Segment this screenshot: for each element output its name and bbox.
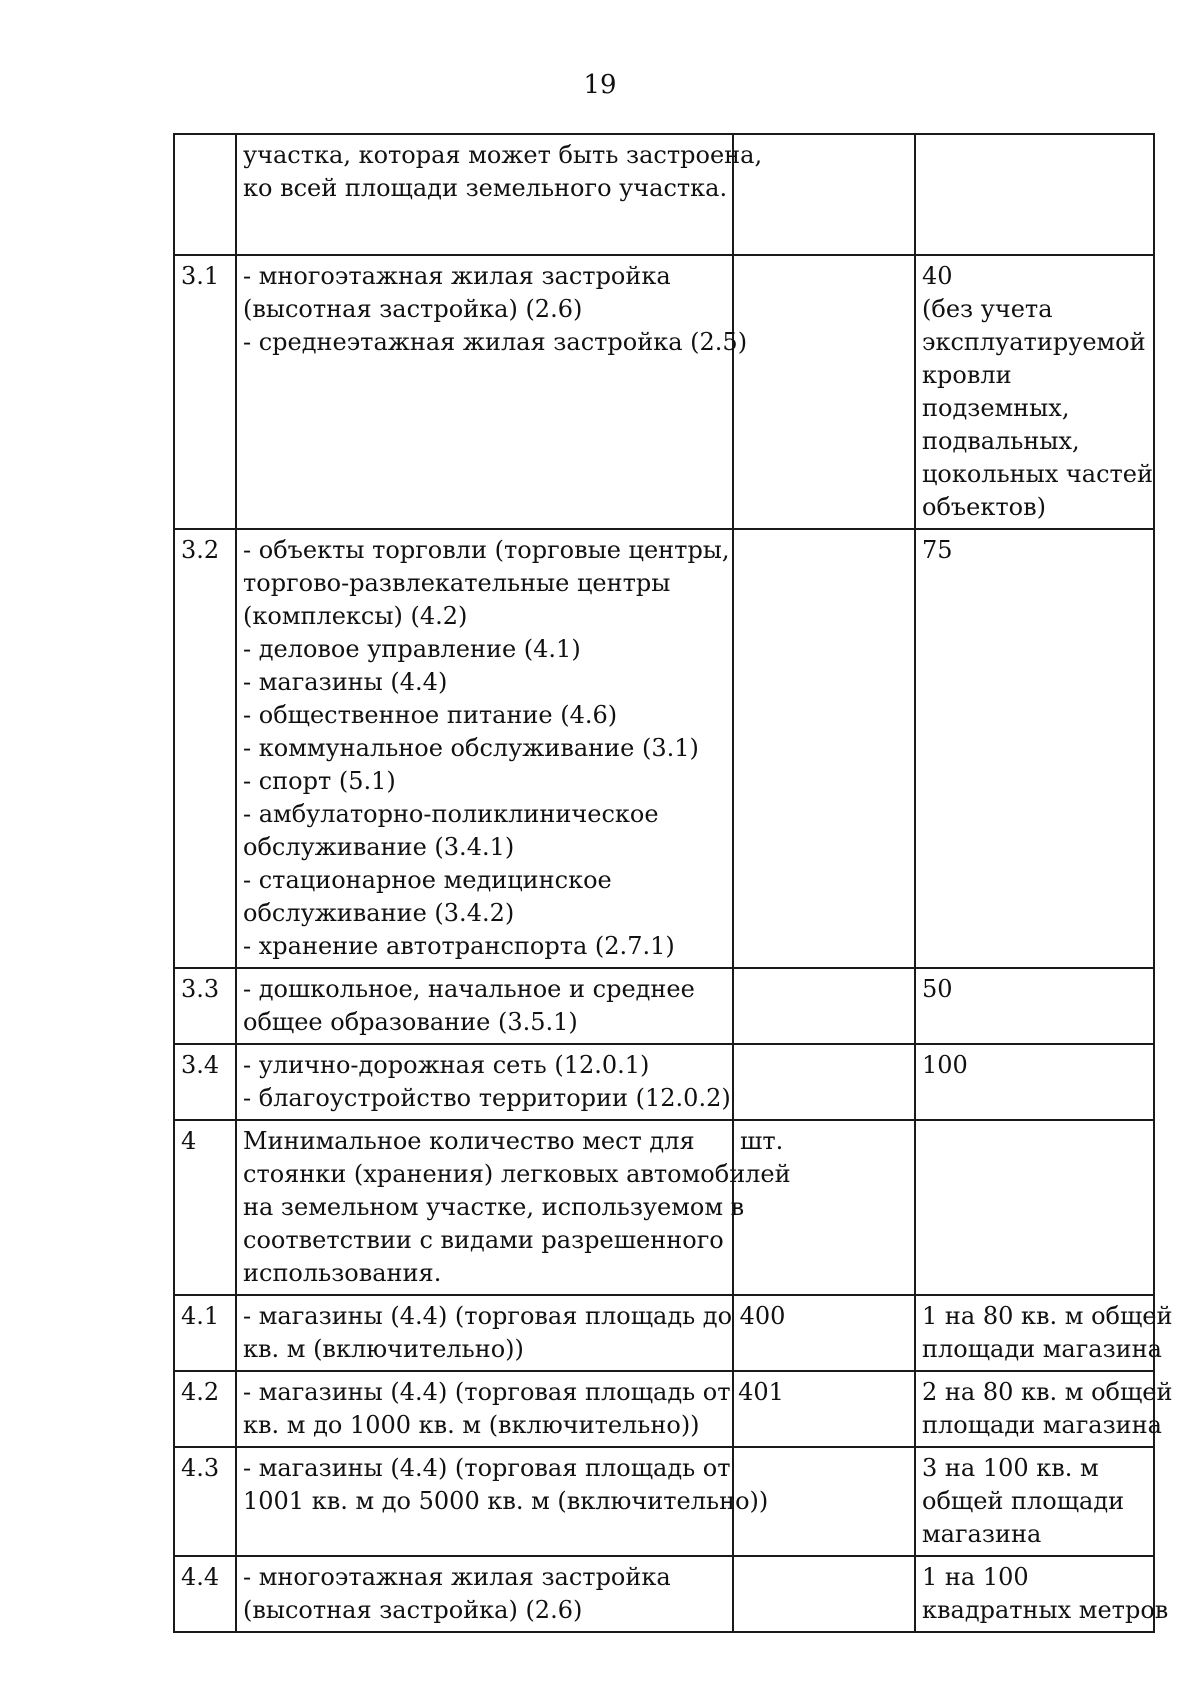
description-line: - улично-дорожная сеть (12.0.1)	[243, 1051, 650, 1079]
value-line: магазина	[922, 1520, 1042, 1548]
description-line: - магазины (4.4)	[243, 668, 448, 696]
description-line: участка, которая может быть застроена,	[243, 141, 763, 169]
description-line: (высотная застройка) (2.6)	[243, 295, 583, 323]
row-value	[915, 968, 1154, 1044]
value-line: объектов)	[922, 493, 1046, 521]
description-line: соответствии с видами разрешенного	[243, 1226, 724, 1254]
description-line: - общественное питание (4.6)	[243, 701, 618, 729]
value-line: 1 на 100	[922, 1563, 1029, 1591]
row-description	[236, 1371, 784, 1447]
description-line: - объекты торговли (торговые центры,	[243, 536, 730, 564]
table-row	[174, 134, 1154, 255]
row-value	[915, 529, 1154, 968]
value-line: площади магазина	[922, 1411, 1162, 1439]
description-line: на земельном участке, используемом в	[243, 1193, 745, 1221]
row-description	[236, 529, 733, 968]
row-value	[915, 255, 1154, 529]
description-line: - магазины (4.4) (торговая площадь от	[243, 1454, 731, 1482]
description-line: торгово-развлекательные центры	[243, 569, 671, 597]
row-value	[915, 1556, 1169, 1632]
description-line: - коммунальное обслуживание (3.1)	[243, 734, 699, 762]
description-line: кв. м (включительно))	[243, 1335, 524, 1363]
description-line: - дошкольное, начальное и среднее	[243, 975, 695, 1003]
row-number: 3.1	[174, 255, 236, 529]
row-value	[915, 134, 1154, 255]
description-line: 1001 кв. м до 5000 кв. м (включительно))	[243, 1487, 769, 1515]
table-row	[174, 255, 1154, 529]
value-line: 1 на 80 кв. м общей	[922, 1302, 1173, 1330]
row-unit	[733, 1556, 915, 1632]
description-line: - магазины (4.4) (торговая площадь до 400	[243, 1302, 786, 1330]
value-line: площади магазина	[922, 1335, 1162, 1363]
value-line: эксплуатируемой	[922, 328, 1146, 356]
row-value	[915, 1447, 1154, 1556]
row-value	[915, 1295, 1173, 1371]
value-line: подземных,	[922, 394, 1070, 422]
table-row	[174, 529, 1154, 968]
description-line: - амбулаторно-поликлиническое	[243, 800, 659, 828]
value-line: 50	[922, 975, 953, 1003]
row-unit	[733, 968, 915, 1044]
description-line: (высотная застройка) (2.6)	[243, 1596, 583, 1624]
norms-table	[173, 133, 1173, 1633]
value-line: 3 на 100 кв. м	[922, 1454, 1099, 1482]
row-unit: шт.	[733, 1120, 915, 1295]
description-line: - деловое управление (4.1)	[243, 635, 581, 663]
description-line: использования.	[243, 1259, 442, 1287]
description-line: Минимальное количество мест для	[243, 1127, 695, 1155]
row-number: 4	[174, 1120, 236, 1295]
page-number: 19	[583, 70, 617, 100]
row-value	[915, 1120, 1154, 1295]
table-row	[174, 1295, 1154, 1371]
value-line: подвальных,	[922, 427, 1080, 455]
row-unit	[733, 1044, 915, 1120]
row-description	[236, 255, 748, 529]
row-description	[236, 1556, 733, 1632]
table-row	[174, 1044, 1154, 1120]
description-line: - среднеэтажная жилая застройка (2.5)	[243, 328, 748, 356]
row-number: 3.2	[174, 529, 236, 968]
value-line: цокольных частей	[922, 460, 1153, 488]
description-line: общее образование (3.5.1)	[243, 1008, 578, 1036]
value-line: общей площади	[922, 1487, 1125, 1515]
row-number: 4.3	[174, 1447, 236, 1556]
description-line: - стационарное медицинское	[243, 866, 612, 894]
row-value	[915, 1044, 1154, 1120]
row-description	[236, 968, 733, 1044]
description-line: стоянки (хранения) легковых автомобилей	[243, 1160, 791, 1188]
row-number: 4.4	[174, 1556, 236, 1632]
description-line: обслуживание (3.4.2)	[243, 899, 515, 927]
value-line: 40	[922, 262, 953, 290]
value-line: 2 на 80 кв. м общей	[922, 1378, 1173, 1406]
row-description	[236, 1044, 733, 1120]
description-line: - многоэтажная жилая застройка	[243, 262, 671, 290]
description-line: - благоустройство территории (12.0.2)	[243, 1084, 731, 1112]
row-number: 3.4	[174, 1044, 236, 1120]
value-line: кровли	[922, 361, 1012, 389]
value-line: 75	[922, 536, 953, 564]
description-line: - хранение автотранспорта (2.7.1)	[243, 932, 675, 960]
row-value	[915, 1371, 1173, 1447]
description-line: ко всей площади земельного участка.	[243, 174, 728, 202]
row-number: 4.2	[174, 1371, 236, 1447]
description-line: - многоэтажная жилая застройка	[243, 1563, 671, 1591]
row-unit	[733, 529, 915, 968]
description-line: обслуживание (3.4.1)	[243, 833, 515, 861]
row-description	[236, 1295, 786, 1371]
table-row	[174, 1371, 1154, 1447]
description-line: (комплексы) (4.2)	[243, 602, 468, 630]
row-unit	[733, 255, 915, 529]
row-description	[236, 1447, 769, 1556]
table-row	[174, 1556, 1154, 1632]
row-number: 3.3	[174, 968, 236, 1044]
description-line: кв. м до 1000 кв. м (включительно))	[243, 1411, 700, 1439]
description-line: - спорт (5.1)	[243, 767, 396, 795]
row-number: 4.1	[174, 1295, 236, 1371]
row-description	[236, 134, 763, 255]
table-row	[174, 968, 1154, 1044]
table-row	[174, 1120, 1154, 1295]
value-line: 100	[922, 1051, 968, 1079]
value-line: (без учета	[922, 295, 1053, 323]
row-number	[174, 134, 236, 255]
table-row	[174, 1447, 1154, 1556]
description-line: - магазины (4.4) (торговая площадь от 401	[243, 1378, 784, 1406]
value-line: квадратных метров	[922, 1596, 1169, 1624]
